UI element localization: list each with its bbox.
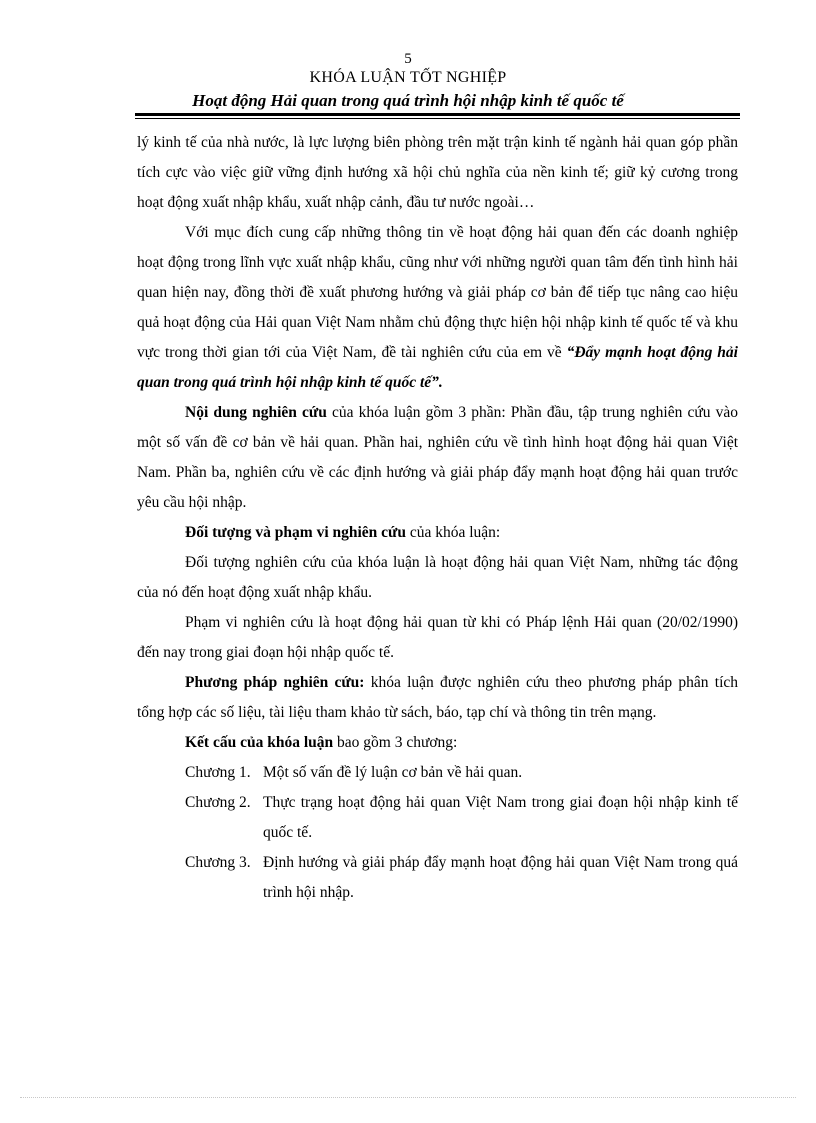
structure-text: bao gồm 3 chương:: [333, 734, 458, 751]
chapter-item: [137, 848, 738, 908]
chapter-text: Một số vấn đề lý luận cơ bản về hải quan.: [263, 764, 523, 781]
paragraph-structure: [137, 728, 738, 758]
thesis-title: Hoạt động Hải quan trong quá trình hội nhập kinh tế quốc tế: [192, 91, 624, 110]
structure-heading: Kết cấu của khóa luận: [185, 734, 334, 751]
thesis-topic-emphasis: “Đẩy mạnh hoạt động hải quan trong quá trình hội nhập kinh tế quốc tế”.: [137, 344, 738, 391]
research-content-text: của khóa luận gồm 3 phần: Phần đầu, tập trung nghiên cứu vào một số vấn đề cơ bản về hải quan. Phần hai, nghiên cứu về tình hình hoạt động hải quan Việt Nam. Phần ba, nghiên cứu về các định hướng và giải pháp đẩy mạnh hoạt động hải quan trước yêu cầu hội nhập.: [137, 404, 738, 511]
scope-heading-text: của khóa luận:: [405, 524, 501, 541]
purpose-text: Với mục đích cung cấp những thông tin về hoạt động hải quan đến các doanh nghiệp hoạt động trong lĩnh vực xuất nhập khẩu, cũng như với những người quan tâm đến tình hình hải quan hiện nay, đồng thời đề xuất phương hướng và giải pháp cơ bản để tiếp tục nâng cao hiệu quả hoạt động của Hải quan Việt Nam nhằm chủ động thực hiện hội nhập kinh tế quốc tế và khu vực trong thời gian tới của Việt Nam, đề tài nghiên cứu của em về: [137, 224, 738, 361]
chapter-text: Định hướng và giải pháp đẩy mạnh hoạt động hải quan Việt Nam trong quá trình hội nhập.: [263, 854, 738, 901]
document-body: [137, 128, 738, 908]
chapter-text: Thực trạng hoạt động hải quan Việt Nam trong giai đoạn hội nhập kinh tế quốc tế.: [263, 794, 738, 841]
thesis-label: KHÓA LUẬN TỐT NGHIỆP: [309, 69, 507, 86]
header-rule-thick: [135, 113, 740, 116]
paragraph-scope-heading: [137, 518, 738, 548]
paragraph-purpose: [137, 218, 738, 398]
paragraph-continuation: lý kinh tế của nhà nước, là lực lượng biên phòng trên mặt trận kinh tế ngành hải quan góp phần tích cực vào việc giữ vững định hướng xã hội chủ nghĩa của nền kinh tế; giữ kỷ cương trong hoạt động xuất nhập khẩu, xuất nhập cảnh, đầu tư nước ngoài…: [137, 134, 738, 211]
chapter-item: [137, 788, 738, 848]
chapter-label: Chương 1.: [185, 764, 251, 781]
paragraph-research-scope: Phạm vi nghiên cứu là hoạt động hải quan từ khi có Pháp lệnh Hải quan (20/02/1990) đến nay trong giai đoạn hội nhập quốc tế.: [137, 614, 738, 661]
paragraph-method: [137, 668, 738, 728]
paragraph-research-content: [137, 398, 738, 518]
research-content-heading: Nội dung nghiên cứu: [185, 404, 327, 421]
paragraph-research-object: Đối tượng nghiên cứu của khóa luận là hoạt động hải quan Việt Nam, những tác động của nó đến hoạt động xuất nhập khẩu.: [137, 554, 738, 601]
chapter-label: Chương 2.: [185, 794, 251, 811]
page-footer-divider: [20, 1097, 796, 1098]
page-number: 5: [404, 51, 412, 67]
scope-heading: Đối tượng và phạm vi nghiên cứu: [185, 524, 406, 541]
chapter-label: Chương 3.: [185, 854, 251, 871]
chapter-item: [137, 758, 738, 788]
header-rule-thin: [135, 118, 740, 119]
method-text: khóa luận được nghiên cứu theo phương pháp phân tích tổng hợp các số liệu, tài liệu tham khảo từ sách, báo, tạp chí và thông tin trên mạng.: [137, 674, 739, 721]
method-heading: Phương pháp nghiên cứu:: [185, 674, 365, 691]
